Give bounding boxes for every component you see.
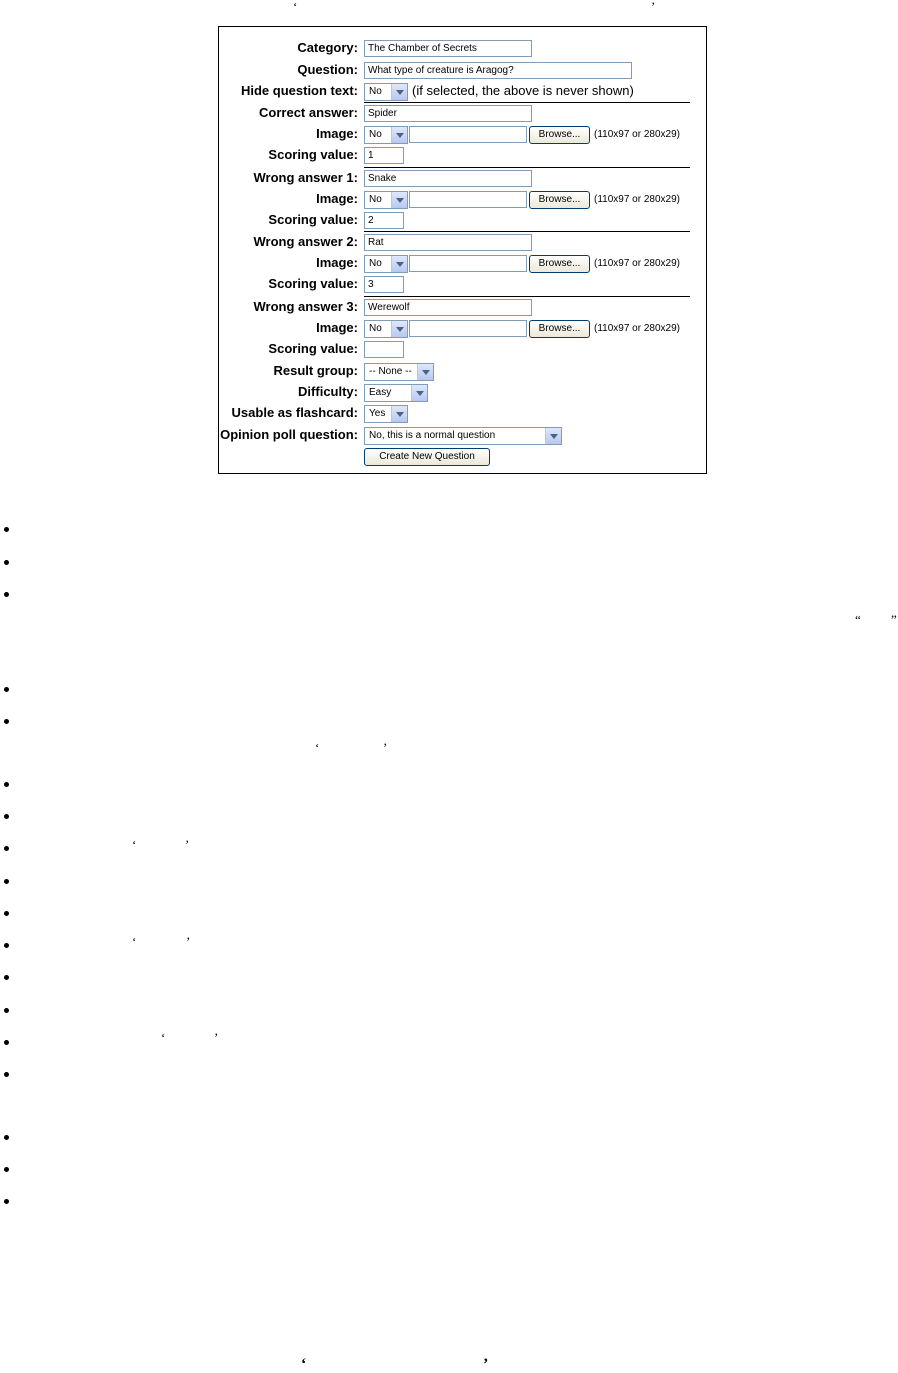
wrong-3-image-file-input[interactable] <box>409 320 527 337</box>
list-bullet <box>4 687 9 692</box>
scoring-value-label: Scoring value: <box>268 212 358 227</box>
wrong-1-score-input[interactable]: 2 <box>364 212 404 229</box>
chevron-down-icon[interactable] <box>391 406 407 422</box>
browse-button[interactable]: Browse... <box>529 255 590 273</box>
hide-question-value: No <box>369 86 382 97</box>
question-input[interactable]: What type of creature is Aragog? <box>364 62 632 79</box>
question-form <box>218 26 707 474</box>
image-select-value: No <box>369 258 382 269</box>
correct-answer-row <box>219 103 706 124</box>
wrong-1-image-file-input[interactable] <box>409 191 527 208</box>
browse-button[interactable]: Browse... <box>529 126 590 144</box>
correct-image-file-input[interactable] <box>409 126 527 143</box>
image-label: Image: <box>316 191 358 206</box>
list-bullet <box>4 1135 9 1140</box>
image-size-hint: (110x97 or 280x29) <box>594 129 680 140</box>
question-row <box>219 60 706 81</box>
list-bullet <box>4 943 9 948</box>
quote-mark: ’ <box>483 1356 489 1373</box>
opinion-poll-label: Opinion poll question: <box>220 427 358 442</box>
chevron-down-icon[interactable] <box>391 192 407 208</box>
list-bullet <box>4 975 9 980</box>
difficulty-select[interactable] <box>364 384 428 402</box>
wrong-1-image-row <box>219 189 706 210</box>
quote-mark: ’ <box>383 740 388 755</box>
wrong-answer-2-row <box>219 232 706 253</box>
correct-score-row <box>219 145 706 166</box>
category-label: Category: <box>297 40 358 55</box>
browse-button[interactable]: Browse... <box>529 320 590 338</box>
list-bullet <box>4 911 9 916</box>
correct-score-input[interactable]: 1 <box>364 147 404 164</box>
wrong-answer-3-input[interactable]: Werewolf <box>364 299 532 316</box>
chevron-down-icon[interactable] <box>417 364 433 380</box>
wrong-answer-2-label: Wrong answer 2: <box>253 234 358 249</box>
chevron-down-icon[interactable] <box>391 127 407 143</box>
wrong-3-score-row <box>219 339 706 360</box>
hide-question-row <box>219 81 706 102</box>
correct-image-select[interactable] <box>364 126 408 144</box>
image-select-value: No <box>369 194 382 205</box>
wrong-2-score-input[interactable]: 3 <box>364 276 404 293</box>
list-bullet <box>4 782 9 787</box>
result-group-row <box>219 361 706 382</box>
flashcard-value: Yes <box>369 408 386 419</box>
difficulty-value: Easy <box>369 387 392 398</box>
wrong-2-image-file-input[interactable] <box>409 255 527 272</box>
list-bullet <box>4 1199 9 1204</box>
list-bullet <box>4 1072 9 1077</box>
hide-question-note: (if selected, the above is never shown) <box>412 83 634 98</box>
wrong-2-image-select[interactable] <box>364 255 408 273</box>
flashcard-select[interactable] <box>364 405 408 423</box>
list-bullet <box>4 879 9 884</box>
wrong-2-image-row <box>219 253 706 274</box>
scoring-value-label: Scoring value: <box>268 276 358 291</box>
list-bullet <box>4 560 9 565</box>
correct-answer-label: Correct answer: <box>259 105 358 120</box>
list-bullet <box>4 814 9 819</box>
wrong-answer-2-input[interactable]: Rat <box>364 234 532 251</box>
opinion-poll-row <box>219 425 706 446</box>
image-size-hint: (110x97 or 280x29) <box>594 323 680 334</box>
quote-mark: ‘ <box>293 0 298 14</box>
quote-mark: ‘ <box>132 934 137 949</box>
list-bullet <box>4 1167 9 1172</box>
category-input[interactable]: The Chamber of Secrets <box>364 40 532 57</box>
image-size-hint: (110x97 or 280x29) <box>594 194 680 205</box>
difficulty-label: Difficulty: <box>298 384 358 399</box>
flashcard-row <box>219 403 706 424</box>
create-new-question-button[interactable]: Create New Question <box>364 448 490 466</box>
wrong-2-score-row <box>219 274 706 295</box>
chevron-down-icon[interactable] <box>391 321 407 337</box>
quote-mark: ‘ <box>315 740 320 755</box>
chevron-down-icon[interactable] <box>391 256 407 272</box>
wrong-3-image-select[interactable] <box>364 320 408 338</box>
quote-mark: ‘ <box>301 1356 307 1373</box>
flashcard-label: Usable as flashcard: <box>231 405 358 420</box>
opinion-poll-select[interactable] <box>364 427 562 445</box>
difficulty-row <box>219 382 706 403</box>
image-label: Image: <box>316 126 358 141</box>
wrong-3-score-input[interactable] <box>364 341 404 358</box>
list-bullet <box>4 1008 9 1013</box>
wrong-answer-3-row <box>219 297 706 318</box>
result-group-select[interactable] <box>364 363 434 381</box>
question-label: Question: <box>297 62 358 77</box>
image-select-value: No <box>369 323 382 334</box>
list-bullet <box>4 846 9 851</box>
quote-mark: ‘ <box>161 1030 166 1045</box>
result-group-value: -- None -- <box>369 366 412 377</box>
quote-mark: ’ <box>186 934 191 949</box>
list-bullet <box>4 1040 9 1045</box>
quote-mark: ’ <box>185 837 190 852</box>
correct-answer-input[interactable]: Spider <box>364 105 532 122</box>
wrong-1-score-row <box>219 210 706 231</box>
chevron-down-icon[interactable] <box>545 428 561 444</box>
image-select-value: No <box>369 129 382 140</box>
list-bullet <box>4 527 9 532</box>
wrong-3-image-row <box>219 318 706 339</box>
wrong-answer-1-row <box>219 168 706 189</box>
browse-button[interactable]: Browse... <box>529 191 590 209</box>
hide-question-select[interactable] <box>364 83 408 101</box>
quote-mark: ” <box>891 612 897 627</box>
category-row <box>219 38 706 59</box>
quote-mark: “ <box>855 612 861 627</box>
list-bullet <box>4 592 9 597</box>
wrong-answer-3-label: Wrong answer 3: <box>253 299 358 314</box>
chevron-down-icon[interactable] <box>391 84 407 100</box>
wrong-answer-1-input[interactable]: Snake <box>364 170 532 187</box>
chevron-down-icon[interactable] <box>411 385 427 401</box>
image-label: Image: <box>316 320 358 335</box>
scoring-value-label: Scoring value: <box>268 341 358 356</box>
scoring-value-label: Scoring value: <box>268 147 358 162</box>
image-label: Image: <box>316 255 358 270</box>
wrong-1-image-select[interactable] <box>364 191 408 209</box>
image-size-hint: (110x97 or 280x29) <box>594 258 680 269</box>
wrong-answer-1-label: Wrong answer 1: <box>253 170 358 185</box>
quote-mark: ‘ <box>132 837 137 852</box>
list-bullet <box>4 719 9 724</box>
hide-question-label: Hide question text: <box>240 83 358 98</box>
quote-mark: ’ <box>651 0 656 14</box>
result-group-label: Result group: <box>273 363 358 378</box>
submit-row <box>219 446 706 467</box>
correct-image-row <box>219 124 706 145</box>
quote-mark: ’ <box>214 1030 219 1045</box>
opinion-poll-value: No, this is a normal question <box>369 430 496 441</box>
